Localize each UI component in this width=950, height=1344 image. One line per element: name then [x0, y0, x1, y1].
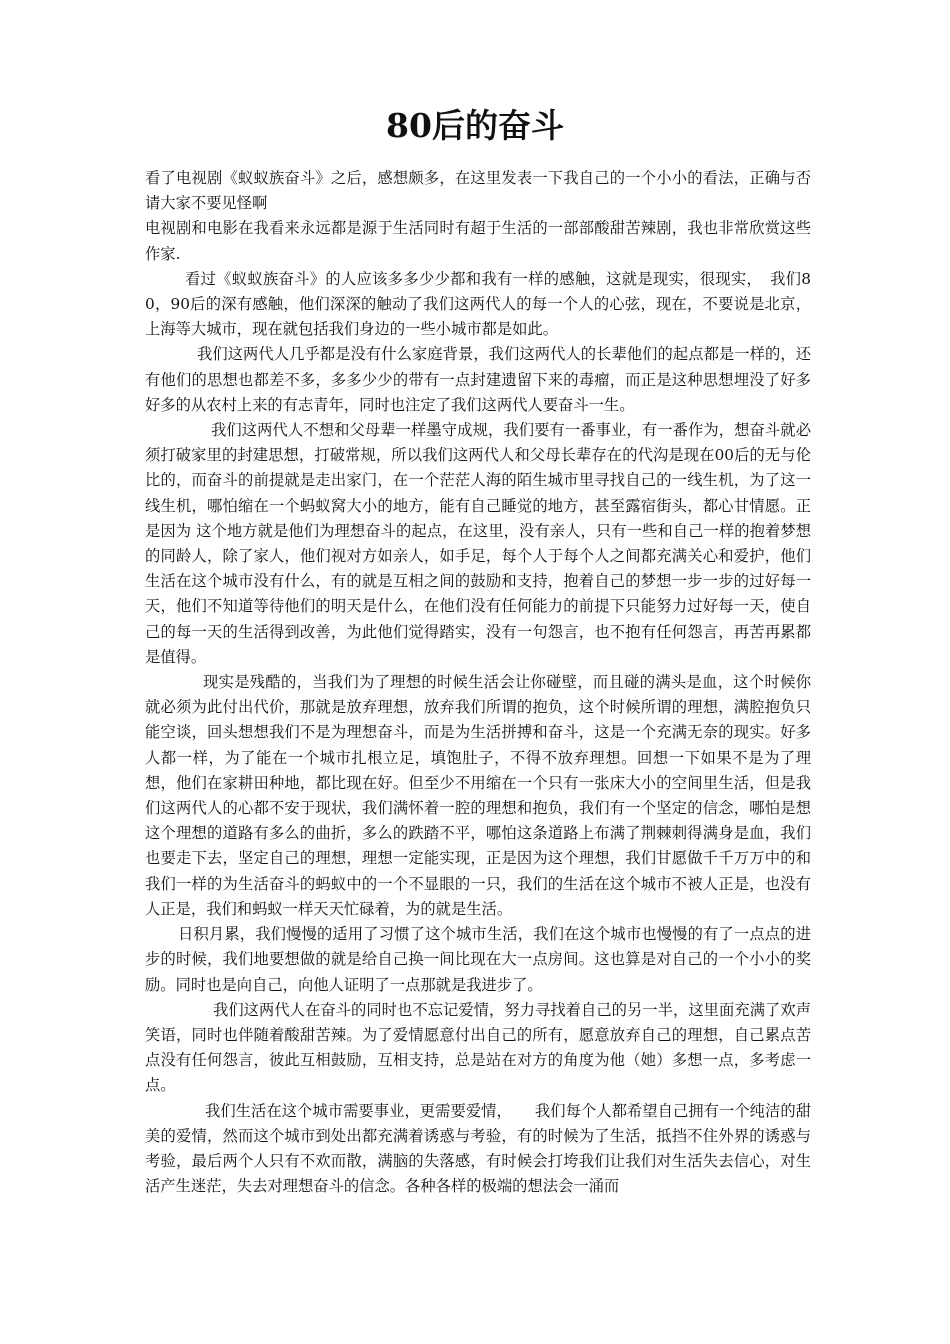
paragraph-cruel-reality: 现实是残酷的，当我们为了理想的时候生活会让你碰壁，而且碰的满头是血，这个时候你就必须为此付出代价，那就是放弃理想，放弃我们所谓的抱负，这个时候所谓的理想，满腔抱负只能空谈，回头想想我们不是为理想奋斗，而是为生活拼搏和奋斗，这是一个充满无奈的现实。好多人都一样，为了能在一个城市扎根立足，填饱肚子，不得不放弃理想。回想一下如果不是为了理想，他们在家耕田种地，都比现在好。但至少不用缩在一个只有一张床大小的空间里生活，但是我们这两代人的心都不安于现状，我们满怀着一腔的理想和抱负，我们有一个坚定的信念，哪怕是想这个理想的道路有多么的曲折，多么的跌踏不平，哪怕这条道路上布满了荆棘刺得满身是血，我们也要走下去，坚定自己的理想，理想一定能实现，正是因为这个理想，我们甘愿做千千万万中的和我们一样的为生活奋斗的蚂蚁中的一个不显眼的一只，我们的生活在这个城市不被人正是，也没有人正是，我们和蚂蚁一样天天忙碌着，为的就是生活。	[145, 673, 811, 918]
paragraph-intro: 看了电视剧《蚁蚁族奋斗》之后，感想颇多，在这里发表一下我自己的一个小小的看法，正确与否请大家不要见怪啊	[145, 169, 811, 213]
paragraph-reality: 看过《蚁蚁族奋斗》的人应该多多少少都和我有一样的感触，这就是现实，很现实， 我们80，90后的深有感触，他们深深的触动了我们这两代人的每一个人的心弦，现在，不要说是北京，上海等大城市，现在就包括我们身边的一些小城市都是如此。	[145, 269, 811, 339]
paragraph-tv-drama: 电视剧和电影在我看来永远都是源于生活同时有超于生活的一部部酸甜苦辣剧，我也非常欣赏这些作家.	[145, 219, 811, 263]
paragraph-love: 我们这两代人在奋斗的同时也不忘记爱情，努力寻找着自己的另一半，这里面充满了欢声笑语，同时也伴随着酸甜苦辣。为了爱情愿意付出自己的所有，愿意放弃自己的理想，自己累点苦点没有任何怨言，彼此互相鼓励，互相支持，总是站在对方的角度为他（她）多想一点，多考虑一点。	[145, 1000, 811, 1095]
document-title: 80后的奋斗	[386, 106, 564, 145]
document-body	[145, 166, 811, 1199]
paragraph-progress: 日积月累，我们慢慢的适用了习惯了这个城市生活，我们在这个城市也慢慢的有了一点点的进步的时候，我们地要想做的就是给自己换一间比现在大一点房间。这也算是对自己的一个小小的奖励。同时也是向自己，向他人证明了一点那就是我进步了。	[145, 925, 811, 994]
paragraph-city-life: 我们生活在这个城市需要事业，更需要爱情， 我们每个人都希望自己拥有一个纯洁的甜美的爱情，然而这个城市到处出都充满着诱惑与考验，有的时候为了生活，抵挡不住外界的诱惑与考验，最后两个人只有不欢而散，满脑的失落感，有时候会打垮我们让我们对生活失去信心，对生活产生迷茫，失去对理想奋斗的信念。各种各样的极端的想法会一涌而	[145, 1101, 811, 1196]
paragraph-background: 我们这两代人几乎都是没有什么家庭背景，我们这两代人的长辈他们的起点都是一样的，还有他们的思想也都差不多，多多少少的带有一点封建遗留下来的毒瘤，而正是这种思想埋没了好多好多的从农村上来的有志青年，同时也注定了我们这两代人要奋斗一生。	[145, 345, 811, 414]
paragraph-career: 我们这两代人不想和父母辈一样墨守成规，我们要有一番事业，有一番作为，想奋斗就必须打破家里的封建思想，打破常规，所以我们这两代人和父母长辈存在的代沟是现在00后的无与伦比的，而奋斗的前提就是走出家门，在一个茫茫人海的陌生城市里寻找自己的一线生机，为了这一线生机，哪怕缩在一个蚂蚁窝大小的地方，能有自己睡觉的地方，甚至露宿街头，都心甘情愿。正是因为 这个地方就是他们为理想奋斗的起点，在这里，没有亲人，只有一些和自己一样的抱着梦想的同龄人，除了家人，他们视对方如亲人，如手足，每个人于每个人之间都充满关心和爱护，他们生活在这个城市没有什么，有的就是互相之间的鼓励和支持，抱着自己的梦想一步一步的过好每一天，他们不知道等待他们的明天是什么，在他们没有任何能力的前提下只能努力过好每一天，使自己的每一天的生活得到改善，为此他们觉得踏实，没有一句怨言，也不抱有任何怨言，再苦再累都是值得。	[145, 421, 811, 666]
